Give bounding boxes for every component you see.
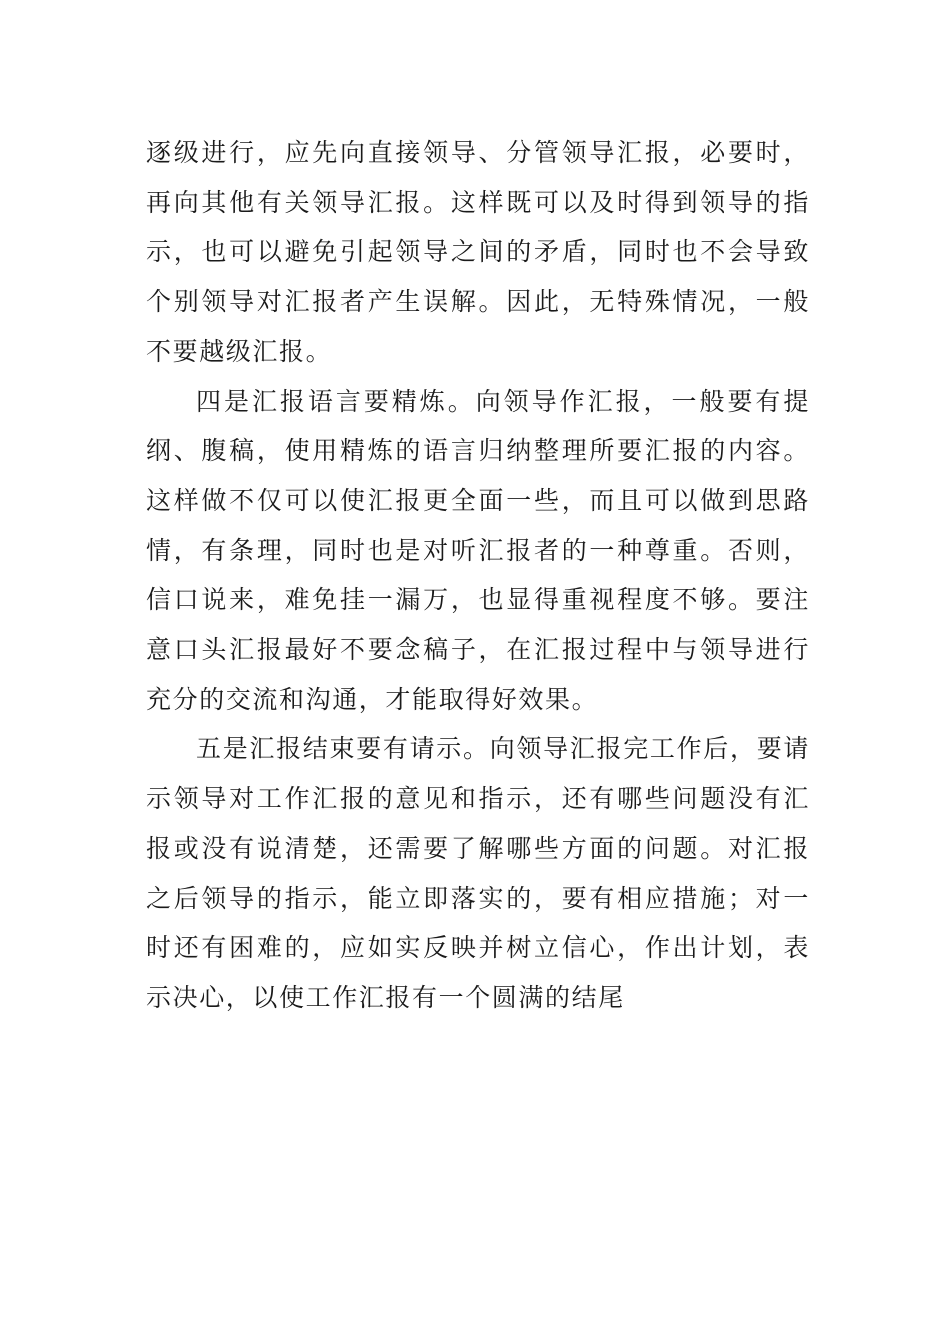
paragraph-point-four: 四是汇报语言要精炼。向领导作汇报，一般要有提纲、腹稿，使用精炼的语言归纳整理所要汇报的内容。这样做不仅可以使汇报更全面一些，而且可以做到思路情，有条理，同时也是对听汇报者的一种尊重。否则，信口说来，难免挂一漏万，也显得重视程度不够。要注意口头汇报最好不要念稿子，在汇报过程中与领导进行充分的交流和沟通，才能取得好效果。 — [146, 386, 810, 714]
body-text — [146, 128, 810, 1023]
paragraph-point-five: 五是汇报结束要有请示。向领导汇报完工作后，要请示领导对工作汇报的意见和指示，还有哪些问题没有汇报或没有说清楚，还需要了解哪些方面的问题。对汇报之后领导的指示，能立即落实的，要有相应措施；对一时还有困难的，应如实反映并树立信心，作出计划，表示决心，以使工作汇报有一个圆满的结尾 — [146, 734, 810, 1012]
paragraph-continuation: 逐级进行，应先向直接领导、分管领导汇报，必要时，再向其他有关领导汇报。这样既可以及时得到领导的指示，也可以避免引起领导之间的矛盾，同时也不会导致个别领导对汇报者产生误解。因此，无特殊情况，一般不要越级汇报。 — [146, 138, 810, 366]
